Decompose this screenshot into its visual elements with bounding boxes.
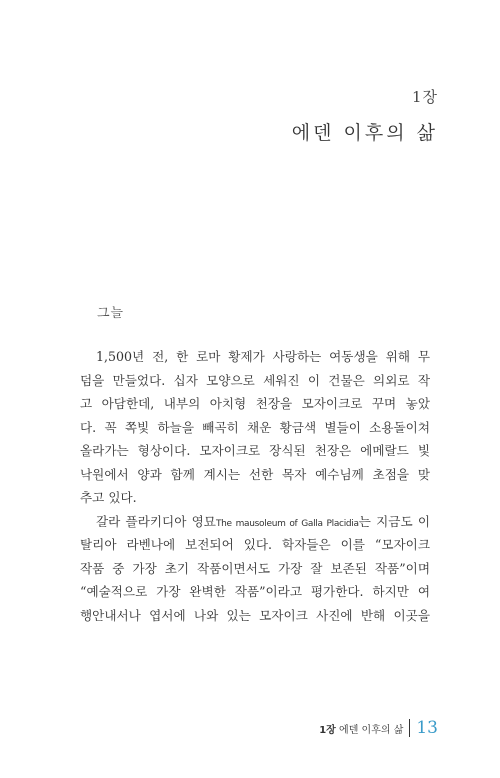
- paragraph-line: 덤을 만들었다. 십자 모양으로 세워진 이 건물은 의외로 작: [80, 372, 430, 388]
- body-text: [80, 345, 430, 627]
- paragraph-line: “예술적으로 가장 완벽한 작품”이라고 평가한다. 하지만 여: [80, 584, 430, 599]
- english-annotation: The mausoleum of Galla Placidia: [215, 518, 359, 529]
- page-number: 13: [416, 718, 438, 738]
- paragraph-line: 고 아담한데, 내부의 아치형 천장을 모자이크로 꾸며 놓았: [80, 396, 430, 411]
- line-start-text: 갈라 플라키디아 영묘: [96, 513, 216, 529]
- section-heading: 그늘: [97, 306, 125, 321]
- paragraph-line: 1,500년 전, 한 로마 황제가 사랑하는 여동생을 위해 무: [96, 349, 430, 364]
- paragraph-line: 낙원에서 양과 함께 계시는 선한 목자 예수님께 초점을 맞: [80, 466, 430, 482]
- paragraph-line: 탈리아 라벤나에 보전되어 있다. 학자들은 이를 “모자이크: [80, 537, 430, 552]
- paragraph-line: 다. 꼭 쪽빛 하늘을 빼곡히 채운 황금색 별들이 소용돌이쳐: [80, 419, 430, 435]
- chapter-title: 에덴 이후의 삶: [291, 122, 438, 144]
- paragraph-line: [80, 510, 430, 534]
- paragraph-line: 행안내서나 엽서에 나와 있는 모자이크 사진에 반해 이곳을: [80, 607, 430, 623]
- line-end-text: 는 지금도 이: [358, 513, 430, 529]
- footer-chapter-label: 1장: [319, 724, 336, 736]
- running-header: [319, 721, 403, 736]
- chapter-number: 1장: [411, 88, 438, 106]
- paragraph-line: 추고 있다.: [80, 490, 137, 505]
- footer-divider: [409, 719, 410, 737]
- footer-chapter-title: 에덴 이후의 삶: [339, 724, 404, 736]
- paragraph-line: 작품 중 가장 초기 작품이면서도 가장 잘 보존된 작품”이며: [80, 560, 430, 576]
- paragraph-line: 올라가는 형상이다. 모자이크로 장식된 천장은 에메랄드 빛: [80, 443, 430, 458]
- page-footer: [319, 717, 438, 739]
